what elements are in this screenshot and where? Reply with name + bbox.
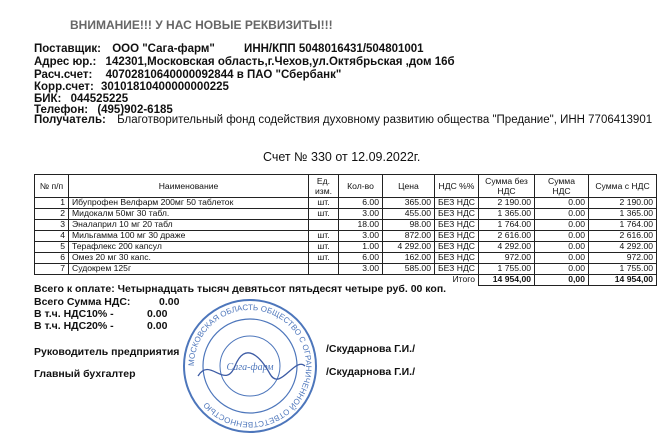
table-cell: 98.00 — [383, 220, 435, 231]
bik-label: БИК: — [34, 93, 62, 105]
table-cell: 3.00 — [339, 264, 383, 275]
table-cell: 0.00 — [535, 209, 589, 220]
table-cell: 6.00 — [339, 253, 383, 264]
table-cell: 18.00 — [339, 220, 383, 231]
col-header-sum-no-vat: Сумма без НДС — [479, 175, 535, 198]
col-header-vat-sum: Сумма НДС — [535, 175, 589, 198]
stamp-ring-text: МОСКОВСКАЯ ОБЛАСТЬ ОБЩЕСТВО С ОГРАНИЧЕННОЙ ОТВЕТСТВЕННОСТЬЮ — [186, 302, 314, 430]
table-cell: 6 — [35, 253, 69, 264]
vat20-label: В т.ч. НДС20% - — [34, 320, 114, 332]
table-cell: Терафлекс 200 капсул — [69, 242, 309, 253]
table-cell: 0.00 — [535, 242, 589, 253]
vat20-row — [34, 320, 168, 332]
accountant-label: Главный бухгалтер — [34, 368, 136, 380]
recipient-value: Благотворительный фонд содействия духовному развитию общества "Предание", ИНН 7706413901 — [117, 114, 653, 126]
supplier-inn: ИНН/КПП 5048016431/504801001 — [244, 43, 424, 55]
table-cell: 0.00 — [535, 264, 589, 275]
table-cell: шт. — [309, 242, 339, 253]
table-cell: БЕЗ НДС — [435, 264, 479, 275]
phone-label: Телефон: — [34, 104, 89, 116]
table-cell: 1 764.00 — [479, 220, 535, 231]
table-cell: БЕЗ НДС — [435, 242, 479, 253]
table-cell: 162.00 — [383, 253, 435, 264]
vat-total-value: 0.00 — [159, 296, 180, 308]
company-stamp — [180, 296, 320, 436]
table-row — [35, 220, 657, 231]
table-cell: 4 292.00 — [589, 242, 657, 253]
director-name: /Скударнова Г.И./ — [326, 343, 416, 355]
vat10-row — [34, 308, 168, 320]
table-cell: 2 616.00 — [479, 231, 535, 242]
total-label: Итого — [452, 274, 475, 285]
table-cell: 0.00 — [535, 231, 589, 242]
table-cell: БЕЗ НДС — [435, 209, 479, 220]
total-vat: 0,00 — [535, 275, 589, 286]
table-cell: 6.00 — [339, 198, 383, 209]
invoice-title: Счет № 330 от 12.09.2022г. — [263, 150, 421, 164]
col-header-sum-with-vat: Сумма с НДС — [589, 175, 657, 198]
accountant-name: /Скударнова Г.И./ — [326, 366, 416, 378]
table-cell: 0.00 — [535, 253, 589, 264]
col-header-unit: Ед. изм. — [309, 175, 339, 198]
table-cell: Судокрем 125г — [69, 264, 309, 275]
table-cell: Мидокалм 50мг 30 табл. — [69, 209, 309, 220]
recipient-row — [34, 114, 652, 127]
table-cell: 0.00 — [535, 220, 589, 231]
total-no-vat: 14 954,00 — [479, 275, 535, 286]
table-cell: 7 — [35, 264, 69, 275]
vat-total-label: Всего Сумма НДС: — [34, 296, 131, 308]
bik-value: 044525225 — [70, 93, 129, 105]
notice-heading: ВНИМАНИЕ!!! У НАС НОВЫЕ РЕКВИЗИТЫ!!! — [70, 18, 333, 32]
table-cell: Эналаприл 10 мг 20 табл — [69, 220, 309, 231]
recipient-label: Получатель: — [34, 114, 106, 126]
table-cell: 1 365.00 — [479, 209, 535, 220]
table-cell: 3.00 — [339, 209, 383, 220]
phone-value: (495)902-6185 — [97, 104, 173, 116]
table-cell: Ибупрофен Велфарм 200мг 50 таблеток — [69, 198, 309, 209]
table-cell: 2 616.00 — [589, 231, 657, 242]
table-cell: 4 292.00 — [383, 242, 435, 253]
table-cell: 972.00 — [589, 253, 657, 264]
table-cell: 3 — [35, 220, 69, 231]
table-row — [35, 198, 657, 209]
supplier-name: ООО "Сага-фарм" — [112, 43, 215, 55]
table-cell: 2 190.00 — [589, 198, 657, 209]
director-label: Руководитель предприятия — [34, 346, 180, 358]
table-cell: БЕЗ НДС — [435, 231, 479, 242]
table-cell: 0.00 — [535, 198, 589, 209]
address-label: Адрес юр.: — [34, 56, 97, 68]
corr-value: 30101810400000000225 — [100, 81, 229, 93]
col-header-num: № п/п — [35, 175, 69, 198]
table-cell: 2 — [35, 209, 69, 220]
table-cell: БЕЗ НДС — [435, 253, 479, 264]
table-cell: БЕЗ НДС — [435, 198, 479, 209]
table-row — [35, 209, 657, 220]
table-row — [35, 264, 657, 275]
col-header-price: Цена — [383, 175, 435, 198]
account-label: Расч.счет: — [34, 69, 93, 81]
table-cell: шт. — [309, 209, 339, 220]
table-cell: БЕЗ НДС — [435, 220, 479, 231]
vat20-value: 0.00 — [147, 320, 168, 332]
col-header-qty: Кол-во — [339, 175, 383, 198]
table-cell: 4 292.00 — [479, 242, 535, 253]
stamp-center-text: Сага-фарм — [226, 362, 274, 373]
table-cell: 1 755.00 — [589, 264, 657, 275]
table-cell: шт. — [309, 231, 339, 242]
table-cell: 1 — [35, 198, 69, 209]
supplier-row — [34, 43, 424, 56]
address-value: 142301,Московская область,г.Чехов,ул.Октябрьская ,дом 16б — [105, 56, 455, 68]
account-value: 40702810640000092844 в ПАО "Сбербанк" — [105, 69, 342, 81]
total-with-vat: 14 954,00 — [589, 275, 657, 286]
vat-total-row — [34, 296, 180, 308]
col-header-name: Наименование — [69, 175, 309, 198]
table-cell: 4 — [35, 231, 69, 242]
table-cell: шт. — [309, 198, 339, 209]
table-cell — [309, 220, 339, 231]
table-cell: Омез 20 мг 30 капс. — [69, 253, 309, 264]
table-cell: 1 365.00 — [589, 209, 657, 220]
vat10-label: В т.ч. НДС10% - — [34, 308, 114, 320]
table-cell: 455.00 — [383, 209, 435, 220]
table-row — [35, 231, 657, 242]
table-cell: 5 — [35, 242, 69, 253]
total-in-words: Всего к оплате: Четырнадцать тысяч девятьсот пятьдесят четыре руб. 00 коп. — [34, 283, 447, 295]
table-cell: 585.00 — [383, 264, 435, 275]
col-header-vat-rate: НДС %% — [435, 175, 479, 198]
table-row — [35, 253, 657, 264]
supplier-label: Поставщик: — [34, 43, 101, 55]
table-cell — [309, 264, 339, 275]
vat10-value: 0.00 — [147, 308, 168, 320]
table-row — [35, 242, 657, 253]
table-cell: 3.00 — [339, 231, 383, 242]
corr-label: Корр.счет: — [34, 81, 94, 93]
table-cell: 365.00 — [383, 198, 435, 209]
table-cell: 872.00 — [383, 231, 435, 242]
table-cell: Мильгамма 100 мг 30 драже — [69, 231, 309, 242]
table-cell: 1 755.00 — [479, 264, 535, 275]
table-cell: 972.00 — [479, 253, 535, 264]
table-cell: 2 190.00 — [479, 198, 535, 209]
table-cell: 1.00 — [339, 242, 383, 253]
invoice-table — [34, 174, 657, 286]
address-row — [34, 56, 455, 69]
table-cell: шт. — [309, 253, 339, 264]
table-header-row — [35, 175, 657, 198]
table-cell: 1 764.00 — [589, 220, 657, 231]
